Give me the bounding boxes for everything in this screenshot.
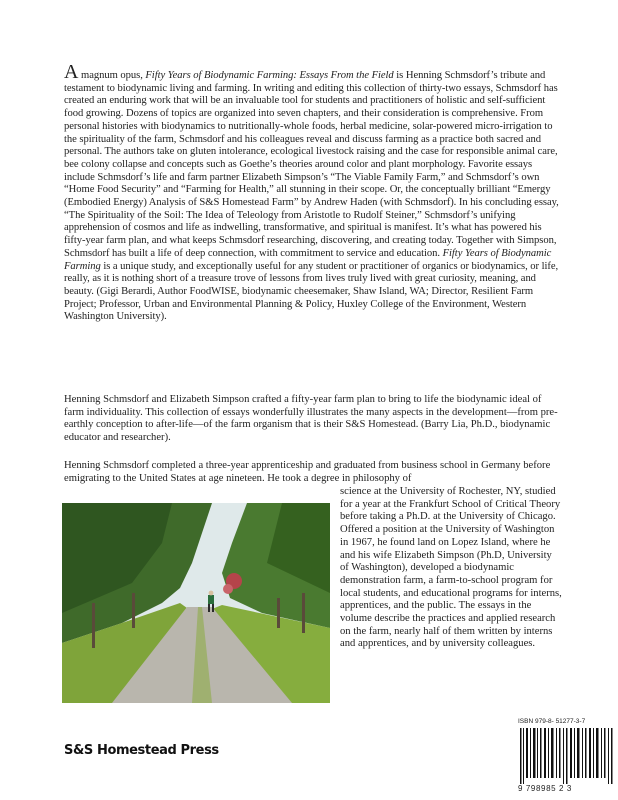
farm-road-photo [62,503,330,703]
review-blurb [64,61,560,324]
author-bio-continued: science at the University of Rochester, NY, studied for a year at the Frankfurt School of Critical Theory before taking a Ph.D. at the University of Chicago. Offered a position at the University of Washington in 1967, he found land on Lopez Island, where he and his wife Elizabeth Simpson (Ph.D, University of Washington), developed a biodynamic demonstration farm, a farm-to-school program for local students, and educational programs for interns, apprentices, and the public. The essays in the volume describe the practices and applied research on the farm, nearly half of them written by interns and apprentices, and by university colleagues. [340,486,562,650]
blurb-text-2: is Henning Schmsdorf’s tribute and testament to biodynamic living and farming. In writing and editing this collection of thirty-two essays, Schmsdorf has created an enduring work that will be an invaluable tool for students and practitioners of holistic and self-sufficient food growing. Dozens of topics are organized into seven chapters, and their consideration is comprehensive. From personal histories with biodynamics to nutritionally-whole foods, herbal medicine, solar-powered micro-irrigation to the spirituality of the farm, Schmsdorf and his colleagues reveal and discuss farming as a practice both sacred and personal. The authors take on gluten intolerance, ecological livestock raising and the case for responsible animal care, bee colony collapse and concepts such as Goethe’s theories around color and plant morphology. Favorite essays include Schmsdorf’s life and farm partner Elizabeth Simpson’s “The Viable Family Farm,” and Schmsdorf’s own “Home Food Security” and “Farming for Health,” all stunning in their scope. Or, the conceptually brilliant “Emergy (Embodied Energy) Analysis of S&S Homestead Farm” by Andrew Haden (with Schmsdorf). In his concluding essay, “The Spirituality of the Soil: The Idea of Teleology from Aristotle to Rudolf Steiner,” Schmsdorf’s unifying apprehension of cosmos and life as indwelling, transformative, and spiritual is manifest. It’s what has powered his fifty-year farm plan, and what keeps Schmsdorf researching, discovering, and creating today. Together with Simpson, Schmsdorf has built a life of deep connection, with commitment to service and education. [64,70,559,259]
book-title-short-italic: Fifty Years of Biodynamic Farming [64,247,552,272]
blurb-text-1: magnum opus, [78,70,146,81]
review-paragraph-2: Henning Schmsdorf and Elizabeth Simpson crafted a fifty-year farm plan to bring to life the biodynamic ideal of farm individuality. This collection of essays wonderfully illustrates the many aspects in the development—from pre-earthly conception to after-life—of the farm organism that is their S&S Homestead. (Barry Lia, Ph.D., biodynamic educator and researcher). [64,394,558,444]
blurb-text-3: is a unique study, and exceptionally useful for any student or practitioner of organics or biodynamics, or life, really, as it is nothing short of a treasure trove of lessons from lives truly lived with great curiosity, meaning, and beauty. (Gigi Berardi, Author FoodWISE, biodynamic cheesemaker, Shaw Island, WA; Director, Resilient Farm Project; Professor, Urban and Environmental Planning & Policy, Huxley College of the Environment, Western Washington University). [64,260,559,323]
drop-cap: A [64,61,79,83]
author-bio-lead: Henning Schmsdorf completed a three-year apprenticeship and graduated from business school in Germany before emigrating to the United States at age nineteen. He took a degree in philosophy of [64,460,551,484]
isbn-barcode [518,718,614,798]
barcode-bars [518,728,614,784]
book-title-italic: Fifty Years of Biodynamic Farming: Essays From the Field [145,70,394,81]
barcode-number: 9 798985 2 3 [518,784,572,793]
isbn-label: ISBN 979-8- 51277-3-7 [518,718,586,725]
publisher-name: S&S Homestead Press [64,743,219,758]
